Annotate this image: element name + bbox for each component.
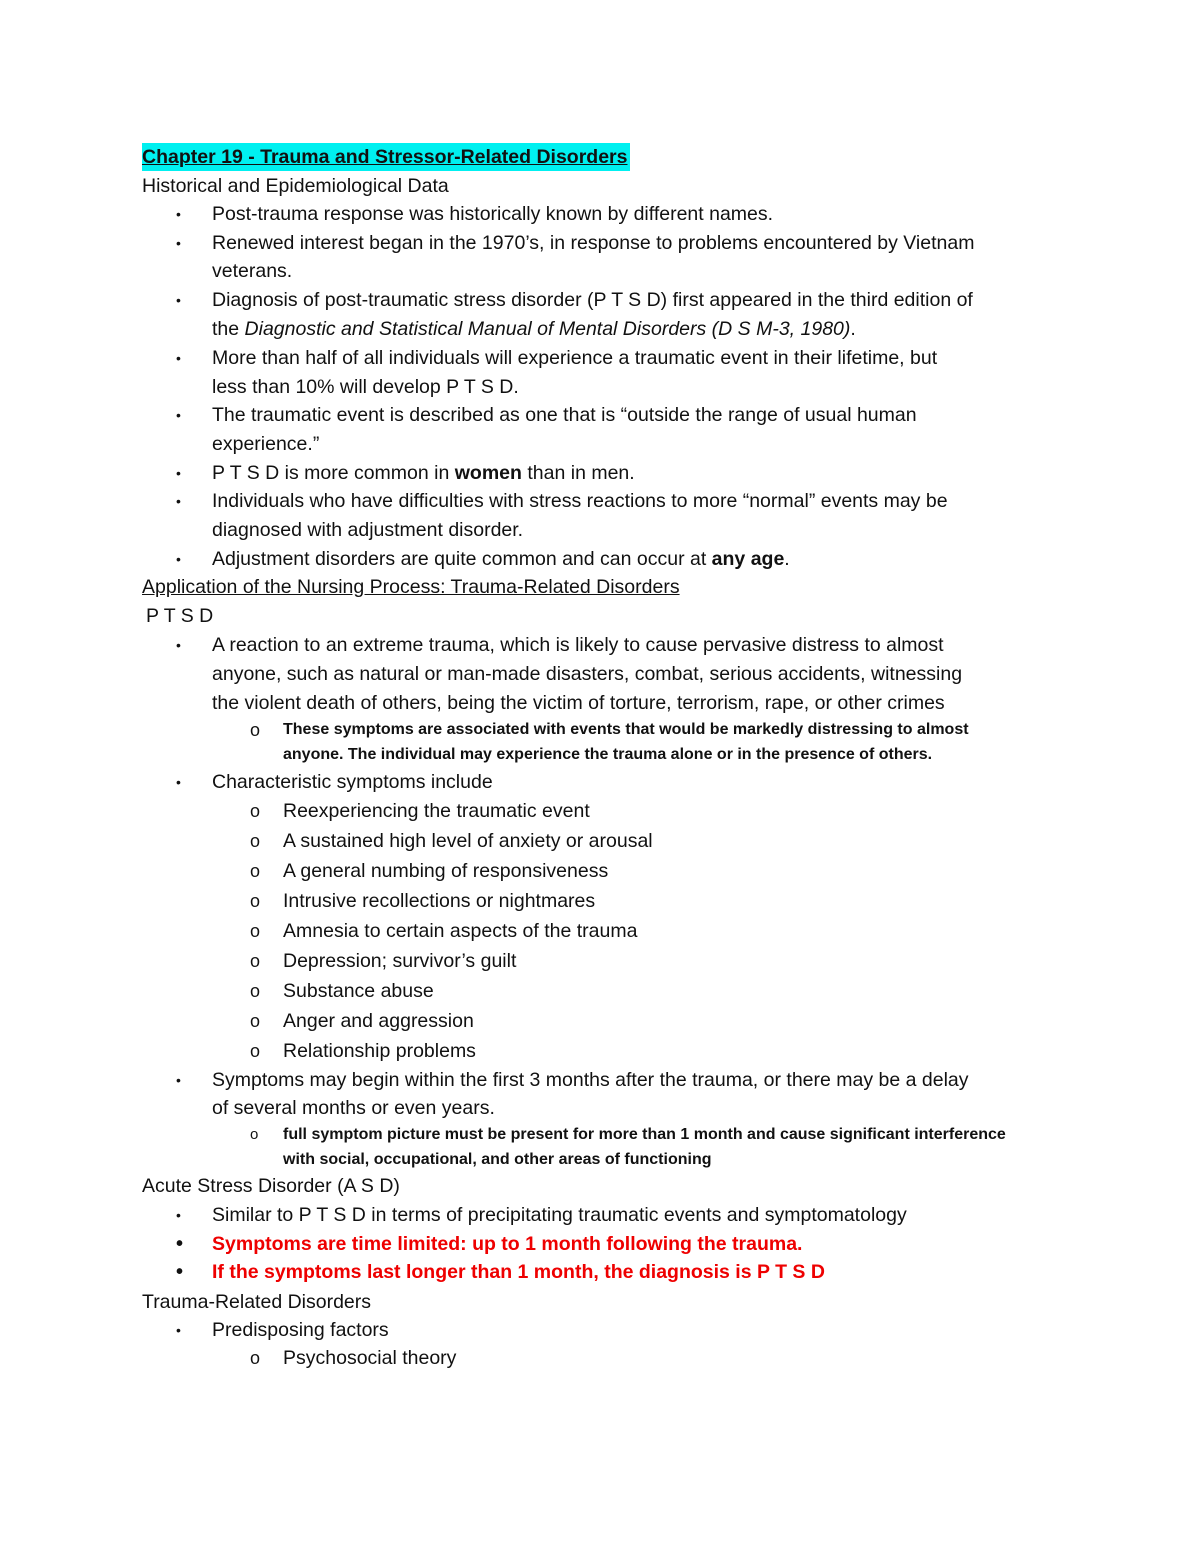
bullet: •	[176, 637, 181, 653]
sub-bullet: o	[250, 1011, 261, 1031]
list-item: More than half of all individuals will experience a traumatic event in their lifetime, but	[212, 347, 938, 369]
sub-list-item: These symptoms are associated with events that would be markedly distressing to almost	[283, 721, 969, 738]
bullet: •	[176, 235, 181, 251]
sub-list-item: Psychosocial theory	[283, 1347, 457, 1369]
list-item: Renewed interest began in the 1970’s, in response to problems encountered by Vietnam	[212, 232, 975, 254]
text-run: P T S D is more common in	[212, 462, 455, 484]
bullet: •	[176, 493, 181, 509]
text-run: Adjustment disorders are quite common and can occur at	[212, 548, 712, 570]
bullet: •	[176, 1072, 181, 1088]
bullet: •	[176, 465, 181, 481]
section-heading-trauma-related: Trauma-Related Disorders	[142, 1291, 372, 1313]
list-item-continuation: experience.”	[212, 433, 320, 455]
bullet: •	[176, 1261, 184, 1283]
list-item-continuation: of several months or even years.	[212, 1097, 495, 1119]
list-item-continuation: the violent death of others, being the victim of torture, terrorism, rape, or other crimes	[212, 692, 945, 714]
list-item: Similar to P T S D in terms of precipitating traumatic events and symptomatology	[212, 1204, 907, 1226]
chapter-title: Chapter 19 - Trauma and Stressor-Related Disorders	[142, 143, 630, 171]
sub-bullet: o	[250, 981, 261, 1001]
emphasis-any-age: any age	[711, 548, 785, 570]
symptom-item: Intrusive recollections or nightmares	[283, 890, 596, 912]
list-item-red: Symptoms are time limited: up to 1 month following the trauma.	[212, 1233, 803, 1255]
text-run: .	[784, 548, 790, 570]
section-heading-asd: Acute Stress Disorder (A S D)	[142, 1175, 400, 1197]
list-item: The traumatic event is described as one that is “outside the range of usual human	[212, 404, 917, 426]
bullet: •	[176, 292, 181, 308]
symptom-item: A general numbing of responsiveness	[283, 860, 609, 882]
symptom-item: Reexperiencing the traumatic event	[283, 800, 590, 822]
list-item-red: If the symptoms last longer than 1 month, the diagnosis is P T S D	[212, 1261, 825, 1283]
subheading-ptsd: P T S D	[146, 605, 214, 627]
list-item	[212, 459, 635, 487]
manual-title: Diagnostic and Statistical Manual of Mental Disorders (D S M-3, 1980)	[244, 318, 851, 340]
symptom-item: A sustained high level of anxiety or arousal	[283, 830, 653, 852]
text-run: .	[850, 318, 856, 340]
sub-bullet: o	[250, 891, 261, 911]
list-item: Post-trauma response was historically known by different names.	[212, 203, 774, 225]
text-run: than in men.	[521, 462, 635, 484]
list-item: Symptoms may begin within the first 3 months after the trauma, or there may be a delay	[212, 1069, 969, 1091]
list-item-continuation: diagnosed with adjustment disorder.	[212, 519, 524, 541]
emphasis-women: women	[454, 462, 522, 484]
bullet: •	[176, 551, 181, 567]
sub-bullet: o	[250, 861, 261, 881]
bullet: •	[176, 407, 181, 423]
sub-list-item-continuation: anyone. The individual may experience the trauma alone or in the presence of others.	[283, 746, 933, 763]
symptom-item: Depression; survivor’s guilt	[283, 950, 517, 972]
list-item	[212, 545, 790, 573]
list-item-continuation	[212, 315, 856, 343]
sub-bullet: o	[250, 921, 261, 941]
sub-bullet: o	[250, 951, 261, 971]
list-item-continuation: less than 10% will develop P T S D.	[212, 376, 519, 398]
list-item: Individuals who have difficulties with stress reactions to more “normal” events may be	[212, 490, 948, 512]
sub-bullet: o	[250, 801, 261, 821]
sub-bullet: o	[250, 1126, 259, 1143]
text-run: the	[212, 318, 245, 340]
sub-list-item-continuation: with social, occupational, and other areas of functioning	[283, 1151, 712, 1168]
list-item: A reaction to an extreme trauma, which is likely to cause pervasive distress to almost	[212, 634, 944, 656]
list-item: Predisposing factors	[212, 1319, 389, 1341]
symptom-item: Amnesia to certain aspects of the trauma	[283, 920, 638, 942]
symptom-item: Relationship problems	[283, 1040, 476, 1062]
bullet: •	[176, 206, 181, 222]
list-item-continuation: veterans.	[212, 260, 293, 282]
symptom-item: Substance abuse	[283, 980, 434, 1002]
sub-bullet: o	[250, 720, 261, 740]
list-item: Characteristic symptoms include	[212, 771, 493, 793]
sub-bullet: o	[250, 831, 261, 851]
sub-bullet: o	[250, 1348, 261, 1368]
section-heading-historical: Historical and Epidemiological Data	[142, 175, 449, 197]
section-heading-nursing-process: Application of the Nursing Process: Trauma-Related Disorders	[142, 576, 680, 598]
list-item: Diagnosis of post-traumatic stress disorder (P T S D) first appeared in the third edition of	[212, 289, 973, 311]
list-item-continuation: anyone, such as natural or man-made disasters, combat, serious accidents, witnessing	[212, 663, 963, 685]
bullet: •	[176, 774, 181, 790]
bullet: •	[176, 350, 181, 366]
bullet: •	[176, 1233, 184, 1255]
sub-bullet: o	[250, 1041, 261, 1061]
bullet: •	[176, 1207, 181, 1223]
sub-list-item: full symptom picture must be present for more than 1 month and cause significant interference	[283, 1126, 1006, 1143]
bullet: •	[176, 1322, 181, 1338]
symptom-item: Anger and aggression	[283, 1010, 474, 1032]
